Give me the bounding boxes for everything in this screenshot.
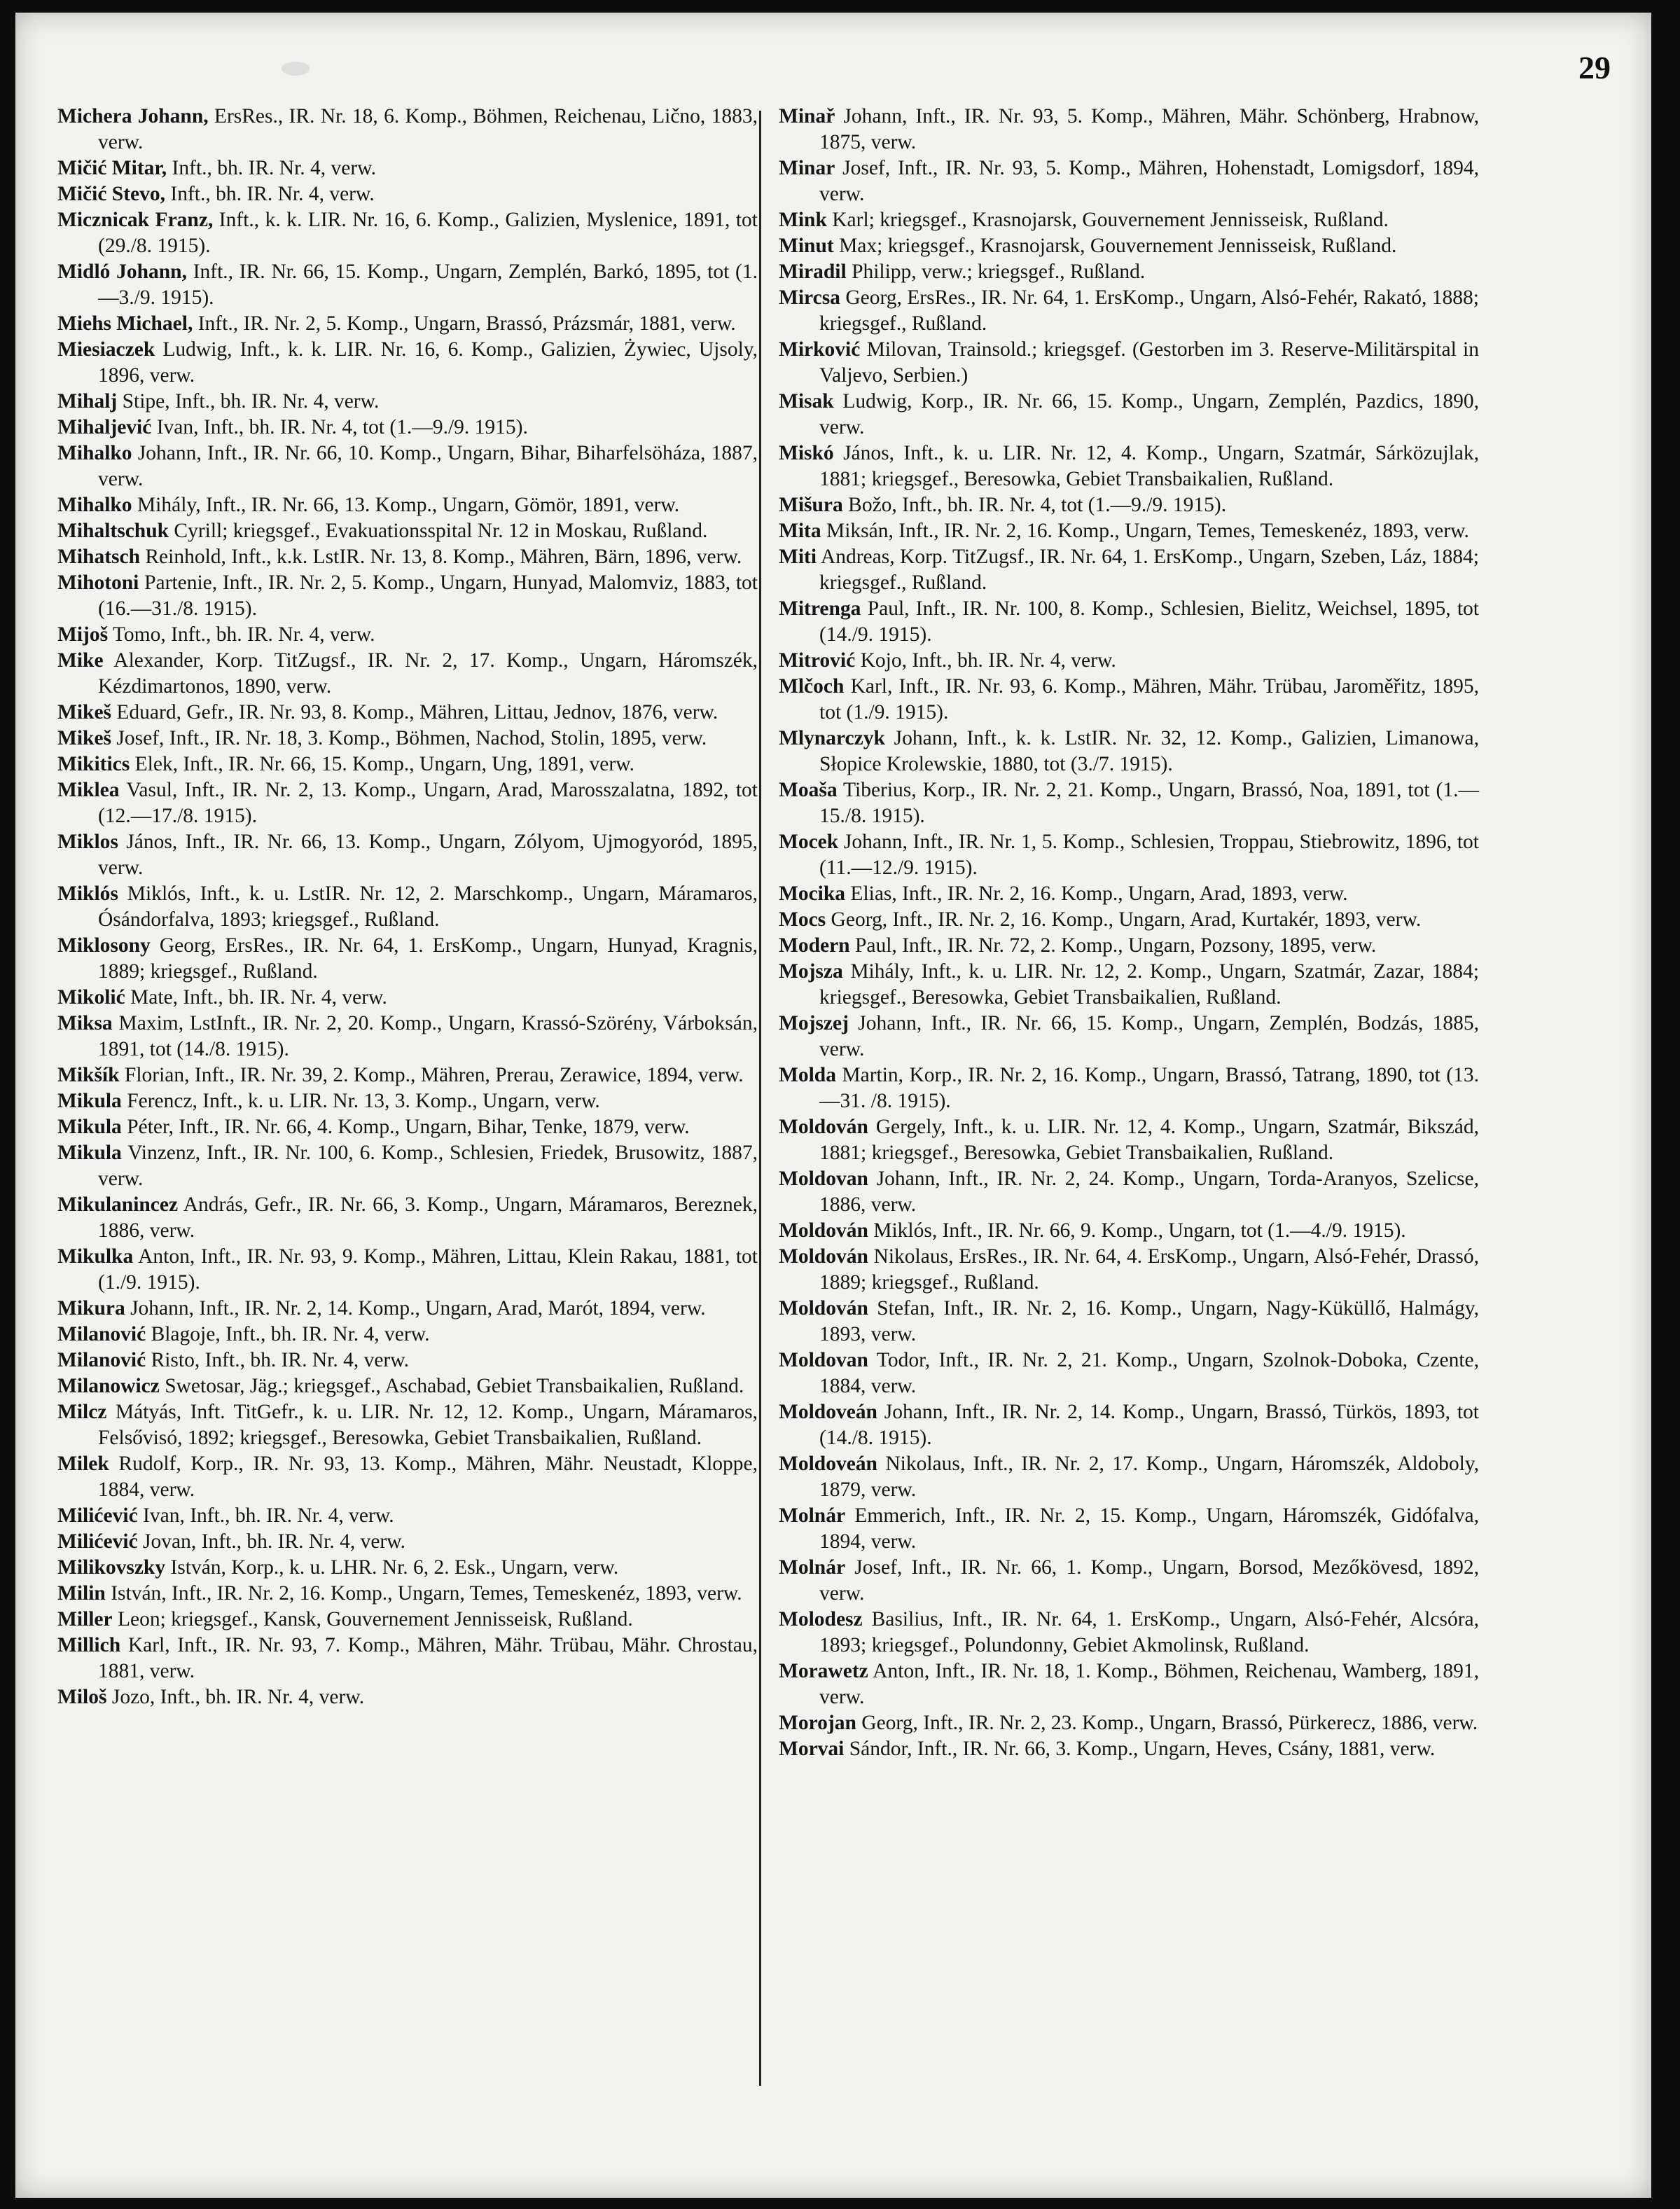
entry-surname: Minař	[779, 105, 835, 127]
entry-details: Stipe, Inft., bh. IR. Nr. 4, verw.	[117, 390, 380, 413]
register-entry	[779, 907, 1479, 933]
register-entry	[57, 829, 758, 881]
entry-details: Miksán, Inft., IR. Nr. 2, 16. Komp., Ungarn, Temes, Temeskenéz, 1893, verw.	[821, 520, 1469, 542]
register-entry	[57, 1348, 758, 1373]
entry-surname: Mihatsch	[57, 546, 140, 568]
register-entry	[57, 389, 758, 415]
register-entry	[779, 337, 1479, 389]
entry-details: Georg, Inft., IR. Nr. 2, 16. Komp., Ungarn, Arad, Kurtakér, 1893, verw.	[826, 908, 1422, 931]
register-entry	[779, 1659, 1479, 1710]
entry-surname: Midló Johann,	[57, 261, 187, 283]
entry-details: Philipp, verw.; kriegsgef., Rußland.	[846, 261, 1146, 283]
register-entry	[779, 1555, 1479, 1607]
register-entry	[779, 104, 1479, 155]
register-entry	[779, 881, 1479, 907]
entry-details: ErsRes., IR. Nr. 18, 6. Komp., Böhmen, Reichenau, Lično, 1883, verw.	[98, 105, 758, 153]
entry-surname: Milek	[57, 1453, 109, 1475]
entry-details: Vasul, Inft., IR. Nr. 2, 13. Komp., Ungarn, Arad, Marosszalatna, 1892, tot (12.—17./8. 1915).	[98, 779, 758, 827]
entry-details: Eduard, Gefr., IR. Nr. 93, 8. Komp., Mähren, Littau, Jednov, 1876, verw.	[111, 701, 718, 723]
entry-surname: Milićević	[57, 1530, 138, 1553]
entry-surname: Molnár	[779, 1556, 846, 1579]
entry-surname: Minut	[779, 235, 834, 257]
entry-surname: Mihaltschuk	[57, 520, 169, 542]
entry-details: Swetosar, Jäg.; kriegsgef., Aschabad, Gebiet Transbaikalien, Rußland.	[159, 1375, 744, 1397]
entry-details: István, Inft., IR. Nr. 2, 16. Komp., Ungarn, Temes, Temeskenéz, 1893, verw.	[105, 1582, 742, 1605]
register-entry	[779, 1296, 1479, 1348]
entry-details: Cyrill; kriegsgef., Evakuationsspital Nr. 12 in Moskau, Rußland.	[169, 520, 708, 542]
entry-details: Jovan, Inft., bh. IR. Nr. 4, verw.	[137, 1530, 406, 1553]
entry-surname: Molnár	[779, 1504, 846, 1527]
entry-details: Ludwig, Inft., k. k. LIR. Nr. 16, 6. Komp., Galizien, Żywiec, Ujsoly, 1896, verw.	[98, 338, 758, 387]
register-entry	[57, 1192, 758, 1244]
entry-surname: Miti	[779, 546, 817, 568]
register-entry	[57, 207, 758, 259]
entry-details: Ivan, Inft., bh. IR. Nr. 4, verw.	[137, 1504, 394, 1527]
entry-surname: Miloš	[57, 1686, 107, 1708]
register-entry	[57, 1088, 758, 1114]
entry-surname: Mita	[779, 520, 821, 542]
entry-surname: Mijoš	[57, 623, 109, 646]
entry-details: Inft., k. k. LIR. Nr. 16, 6. Komp., Galizien, Myslenice, 1891, tot (29./8. 1915).	[98, 209, 758, 257]
entry-surname: Mičić Stevo,	[57, 183, 165, 205]
entry-surname: Mikšík	[57, 1064, 120, 1086]
entry-details: Elias, Inft., IR. Nr. 2, 16. Komp., Ungarn, Arad, 1893, verw.	[845, 882, 1348, 905]
register-entry	[779, 233, 1479, 259]
entry-surname: Moldován	[779, 1116, 868, 1138]
register-entry	[779, 1710, 1479, 1736]
entry-details: Anton, Inft., IR. Nr. 93, 9. Komp., Mähren, Littau, Klein Rakau, 1881, tot (1./9. 1915).	[98, 1245, 758, 1294]
entry-details: Rudolf, Korp., IR. Nr. 93, 13. Komp., Mähren, Mähr. Neustadt, Kloppe, 1884, verw.	[98, 1453, 758, 1501]
entry-details: Gergely, Inft., k. u. LIR. Nr. 12, 4. Komp., Ungarn, Szatmár, Bikszád, 1881; kriegsgef., Beresowka, Gebiet Transbaikalien, Rußland.	[819, 1116, 1479, 1164]
entry-surname: Mlčoch	[779, 675, 845, 698]
entry-details: Johann, Inft., IR. Nr. 2, 14. Komp., Ungarn, Brassó, Türkös, 1893, tot (14./8. 1915).	[819, 1401, 1479, 1449]
register-entry	[57, 544, 758, 570]
register-entry	[779, 1607, 1479, 1659]
register-entry	[779, 1011, 1479, 1062]
entry-surname: Moldován	[779, 1219, 868, 1242]
entry-surname: Moldoveán	[779, 1401, 877, 1423]
register-entry	[779, 1218, 1479, 1244]
register-entry	[57, 881, 758, 933]
entry-surname: Modern	[779, 934, 850, 957]
register-entry	[779, 285, 1479, 337]
entry-surname: Milićević	[57, 1504, 138, 1527]
entry-surname: Mikulanincez	[57, 1193, 179, 1216]
entry-details: Basilius, Inft., IR. Nr. 64, 1. ErsKomp., Ungarn, Alsó-Fehér, Alcsóra, 1893; kriegsgef., Polundonny, Gebiet Akmolinsk, Rußland.	[819, 1608, 1479, 1656]
entry-surname: Mirković	[779, 338, 861, 361]
entry-surname: Milanowicz	[57, 1375, 160, 1397]
entry-details: Kojo, Inft., bh. IR. Nr. 4, verw.	[855, 649, 1116, 672]
entry-surname: Mink	[779, 209, 827, 231]
register-entry	[779, 1062, 1479, 1114]
entry-details: Georg, ErsRes., IR. Nr. 64, 1. ErsKomp., Ungarn, Alsó-Fehér, Rakató, 1888; kriegsgef., Rußland.	[819, 286, 1479, 335]
register-entry	[779, 1348, 1479, 1399]
register-entry	[57, 518, 758, 544]
entry-surname: Milin	[57, 1582, 106, 1605]
entry-surname: Mikula	[57, 1142, 122, 1164]
right-column	[779, 104, 1479, 1762]
entry-surname: Mlynarczyk	[779, 727, 885, 749]
register-entry	[779, 441, 1479, 492]
entry-surname: Mojsza	[779, 960, 843, 983]
entry-details: Reinhold, Inft., k.k. LstIR. Nr. 13, 8. Komp., Mähren, Bärn, 1896, verw.	[140, 546, 742, 568]
entry-details: Miklós, Inft., k. u. LstIR. Nr. 12, 2. Marschkomp., Ungarn, Máramaros, Ósándorfalva, 1893; kriegsgef., Rußland.	[98, 882, 758, 931]
entry-details: Leon; kriegsgef., Kansk, Gouvernement Jennisseisk, Rußland.	[112, 1608, 633, 1630]
register-entry	[779, 648, 1479, 674]
entry-details: Josef, Inft., IR. Nr. 18, 3. Komp., Böhmen, Nachod, Stolin, 1895, verw.	[111, 727, 707, 749]
entry-surname: Moldoveán	[779, 1453, 877, 1475]
entry-surname: Mikeš	[57, 701, 112, 723]
entry-surname: Miklós	[57, 882, 118, 905]
entry-details: Max; kriegsgef., Krasnojarsk, Gouvernement Jennisseisk, Rußland.	[833, 235, 1397, 257]
register-entry	[57, 492, 758, 518]
entry-details: István, Korp., k. u. LHR. Nr. 6, 2. Esk., Ungarn, verw.	[165, 1556, 619, 1579]
entry-details: Miklós, Inft., IR. Nr. 66, 9. Komp., Ungarn, tot (1.—4./9. 1915).	[868, 1219, 1406, 1242]
register-entry	[779, 1399, 1479, 1451]
entry-details: Tiberius, Korp., IR. Nr. 2, 21. Komp., Ungarn, Brassó, Noa, 1891, tot (1.—15./8. 1915).	[819, 779, 1479, 827]
register-entry	[57, 1555, 758, 1581]
entry-surname: Mitrenga	[779, 597, 861, 620]
entry-details: Ferencz, Inft., k. u. LIR. Nr. 13, 3. Komp., Ungarn, verw.	[121, 1090, 600, 1112]
entry-surname: Miller	[57, 1608, 113, 1630]
register-entry	[57, 1399, 758, 1451]
entry-surname: Miklos	[57, 831, 118, 853]
register-entry	[779, 674, 1479, 726]
entry-details: Péter, Inft., IR. Nr. 66, 4. Komp., Ungarn, Bihar, Tenke, 1879, verw.	[121, 1116, 690, 1138]
register-entry	[779, 1503, 1479, 1555]
register-entry	[57, 777, 758, 829]
register-entry	[57, 415, 758, 441]
entry-surname: Milcz	[57, 1401, 107, 1423]
entry-surname: Mojszej	[779, 1012, 849, 1034]
register-entry	[779, 544, 1479, 596]
entry-surname: Millich	[57, 1634, 121, 1656]
entry-surname: Mihaljević	[57, 416, 152, 438]
entry-details: Mate, Inft., bh. IR. Nr. 4, verw.	[125, 986, 387, 1009]
entry-details: Johann, Inft., IR. Nr. 1, 5. Komp., Schlesien, Troppau, Stiebrowitz, 1896, tot (11.—12./9. 1915).	[819, 831, 1479, 879]
entry-surname: Mihotoni	[57, 572, 139, 594]
entry-surname: Moldován	[779, 1245, 868, 1268]
entry-details: Johann, Inft., IR. Nr. 2, 24. Komp., Ungarn, Torda-Aranyos, Szelicse, 1886, verw.	[819, 1168, 1479, 1216]
entry-details: Vinzenz, Inft., IR. Nr. 100, 6. Komp., Schlesien, Friedek, Brusowitz, 1887, verw.	[98, 1142, 758, 1190]
entry-details: Alexander, Korp. TitZugsf., IR. Nr. 2, 17. Komp., Ungarn, Háromszék, Kézdimartonos, 1890, verw.	[98, 649, 758, 698]
entry-details: Paul, Inft., IR. Nr. 100, 8. Komp., Schlesien, Bielitz, Weichsel, 1895, tot (14./9. 1915).	[819, 597, 1479, 646]
register-entry	[779, 1114, 1479, 1166]
entry-surname: Morojan	[779, 1712, 856, 1734]
entry-surname: Molda	[779, 1064, 836, 1086]
register-entry	[779, 596, 1479, 648]
register-entry	[57, 1011, 758, 1062]
register-entry	[57, 985, 758, 1011]
entry-surname: Mitrović	[779, 649, 856, 672]
paper-smudge	[282, 62, 310, 76]
register-entry	[779, 933, 1479, 959]
column-divider	[759, 111, 761, 2086]
entry-surname: Molodesz	[779, 1608, 863, 1630]
entry-surname: Miradil	[779, 261, 847, 283]
entry-details: Georg, ErsRes., IR. Nr. 64, 1. ErsKomp., Ungarn, Hunyad, Kragnis, 1889; kriegsgef., Rußland.	[98, 934, 758, 983]
entry-details: Mihály, Inft., IR. Nr. 66, 13. Komp., Ungarn, Gömör, 1891, verw.	[132, 494, 680, 516]
entry-details: Inft., IR. Nr. 2, 5. Komp., Ungarn, Brassó, Prázsmár, 1881, verw.	[193, 312, 736, 335]
entry-details: Sándor, Inft., IR. Nr. 66, 3. Komp., Ungarn, Heves, Csány, 1881, verw.	[844, 1738, 1436, 1760]
entry-surname: Miklea	[57, 779, 120, 801]
entry-surname: Mikolić	[57, 986, 125, 1009]
entry-details: Josef, Inft., IR. Nr. 93, 5. Komp., Mähren, Hohenstadt, Lomigsdorf, 1894, verw.	[819, 157, 1479, 205]
entry-details: Jozo, Inft., bh. IR. Nr. 4, verw.	[106, 1686, 365, 1708]
entry-surname: Mikeš	[57, 727, 112, 749]
entry-surname: Mikula	[57, 1116, 122, 1138]
entry-details: András, Gefr., IR. Nr. 66, 3. Komp., Ungarn, Máramaros, Bereznek, 1886, verw.	[98, 1193, 758, 1242]
entry-details: Georg, Inft., IR. Nr. 2, 23. Komp., Ungarn, Brassó, Pürkerecz, 1886, verw.	[856, 1712, 1478, 1734]
entry-surname: Mihalko	[57, 442, 132, 464]
entry-details: Karl, Inft., IR. Nr. 93, 7. Komp., Mähren, Mähr. Trübau, Mähr. Chrostau, 1881, verw.	[98, 1634, 758, 1682]
register-entry	[779, 492, 1479, 518]
entry-surname: Mikulka	[57, 1245, 134, 1268]
entry-details: Milovan, Trainsold.; kriegsgef. (Gestorben im 3. Reserve-Militärspital in Valjevo, Serbien.)	[819, 338, 1479, 387]
entry-surname: Mocs	[779, 908, 826, 931]
entry-surname: Mikura	[57, 1297, 125, 1320]
entry-details: Maxim, LstInft., IR. Nr. 2, 20. Komp., Ungarn, Krassó-Szörény, Várboksán, 1891, tot (14./8. 1915).	[98, 1012, 758, 1060]
entry-details: Johann, Inft., IR. Nr. 66, 10. Komp., Ungarn, Bihar, Biharfelsöháza, 1887, verw.	[98, 442, 758, 490]
register-entry	[57, 1607, 758, 1633]
register-entry	[57, 311, 758, 337]
register-entry	[779, 1736, 1479, 1762]
entry-details: János, Inft., k. u. LIR. Nr. 12, 4. Komp., Ungarn, Szatmár, Sárközujlak, 1881; kriegsgef., Beresowka, Gebiet Transbaikalien, Rußland.	[819, 442, 1479, 490]
register-entry	[779, 389, 1479, 441]
register-entry	[779, 777, 1479, 829]
entry-details: Risto, Inft., bh. IR. Nr. 4, verw.	[146, 1349, 410, 1371]
entry-details: Andreas, Korp. TitZugsf., IR. Nr. 64, 1. ErsKomp., Ungarn, Szeben, Láz, 1884; kriegsgef., Rußland.	[817, 546, 1479, 594]
entry-surname: Milanović	[57, 1323, 146, 1345]
entry-details: Karl; kriegsgef., Krasnojarsk, Gouvernement Jennisseisk, Rußland.	[826, 209, 1389, 231]
entry-surname: Milikovszky	[57, 1556, 166, 1579]
entry-surname: Mičić Mitar,	[57, 157, 167, 179]
left-column	[57, 104, 758, 1710]
entry-details: Blagoje, Inft., bh. IR. Nr. 4, verw.	[146, 1323, 430, 1345]
register-entry	[57, 1581, 758, 1607]
register-entry	[57, 259, 758, 311]
entry-details: Mihály, Inft., k. u. LIR. Nr. 12, 2. Komp., Ungarn, Szatmár, Zazar, 1884; kriegsgef., Beresowka, Gebiet Transbaikalien, Rußland.	[819, 960, 1479, 1009]
register-entry	[57, 1296, 758, 1322]
register-entry	[57, 1114, 758, 1140]
register-entry	[57, 726, 758, 752]
register-entry	[779, 259, 1479, 285]
entry-details: Nikolaus, Inft., IR. Nr. 2, 17. Komp., Ungarn, Háromszék, Aldoboly, 1879, verw.	[819, 1453, 1479, 1501]
register-entry	[779, 1451, 1479, 1503]
entry-details: Johann, Inft., IR. Nr. 93, 5. Komp., Mähren, Mähr. Schönberg, Hrabnow, 1875, verw.	[819, 105, 1479, 153]
entry-details: Ivan, Inft., bh. IR. Nr. 4, tot (1.—9./9. 1915).	[151, 416, 528, 438]
entry-details: Ludwig, Korp., IR. Nr. 66, 15. Komp., Ungarn, Zemplén, Pazdics, 1890, verw.	[819, 390, 1479, 438]
register-entry	[57, 155, 758, 181]
entry-details: Elek, Inft., IR. Nr. 66, 15. Komp., Ungarn, Ung, 1891, verw.	[130, 753, 634, 775]
entry-details: Karl, Inft., IR. Nr. 93, 6. Komp., Mähren, Mähr. Trübau, Jaroměřitz, 1895, tot (1./9. 1915).	[819, 675, 1479, 723]
entry-surname: Mircsa	[779, 286, 840, 309]
document-page	[15, 13, 1651, 2198]
entry-details: Johann, Inft., IR. Nr. 2, 14. Komp., Ungarn, Arad, Marót, 1894, verw.	[125, 1297, 706, 1320]
entry-surname: Mikula	[57, 1090, 122, 1112]
register-entry	[57, 752, 758, 777]
register-entry	[57, 700, 758, 726]
entry-details: Emmerich, Inft., IR. Nr. 2, 15. Komp., Ungarn, Háromszék, Gidófalva, 1894, verw.	[819, 1504, 1479, 1553]
register-entry	[779, 829, 1479, 881]
register-entry	[57, 1322, 758, 1348]
entry-surname: Miesiaczek	[57, 338, 155, 361]
entry-surname: Moldován	[779, 1297, 868, 1320]
entry-details: Nikolaus, ErsRes., IR. Nr. 64, 4. ErsKomp., Ungarn, Alsó-Fehér, Drassó, 1889; kriegsgef., Rußland.	[819, 1245, 1479, 1294]
register-entry	[57, 648, 758, 700]
register-entry	[779, 1166, 1479, 1218]
entry-details: Martin, Korp., IR. Nr. 2, 16. Komp., Ungarn, Brassó, Tatrang, 1890, tot (13.—31. /8. 1915).	[819, 1064, 1479, 1112]
register-entry	[779, 207, 1479, 233]
register-entry	[57, 441, 758, 492]
register-entry	[57, 1633, 758, 1684]
register-entry	[57, 1062, 758, 1088]
register-entry	[779, 1244, 1479, 1296]
register-entry	[57, 933, 758, 985]
entry-surname: Mikitics	[57, 753, 130, 775]
entry-surname: Morvai	[779, 1738, 845, 1760]
entry-surname: Micznicak Franz,	[57, 209, 214, 231]
entry-details: Mátyás, Inft. TitGefr., k. u. LIR. Nr. 12, 12. Komp., Ungarn, Máramaros, Felsővisó, 1892; kriegsgef., Beresowka, Gebiet Transbaikalien, Rußland.	[98, 1401, 758, 1449]
entry-surname: Mihalj	[57, 390, 118, 413]
entry-details: Paul, Inft., IR. Nr. 72, 2. Komp., Ungarn, Pozsony, 1895, verw.	[849, 934, 1377, 957]
entry-details: Inft., bh. IR. Nr. 4, verw.	[167, 157, 376, 179]
entry-details: Johann, Inft., IR. Nr. 66, 15. Komp., Ungarn, Zemplén, Bodzás, 1885, verw.	[819, 1012, 1479, 1060]
entry-surname: Miksa	[57, 1012, 113, 1034]
register-entry	[57, 337, 758, 389]
entry-details: Inft., IR. Nr. 66, 15. Komp., Ungarn, Zemplén, Barkó, 1895, tot (1.—3./9. 1915).	[98, 261, 758, 309]
entry-details: Stefan, Inft., IR. Nr. 2, 16. Komp., Ungarn, Nagy-Küküllő, Halmágy, 1893, verw.	[819, 1297, 1479, 1345]
entry-details: Florian, Inft., IR. Nr. 39, 2. Komp., Mähren, Prerau, Zerawice, 1894, verw.	[119, 1064, 744, 1086]
register-entry	[779, 959, 1479, 1011]
entry-details: Partenie, Inft., IR. Nr. 2, 5. Komp., Ungarn, Hunyad, Malomviz, 1883, tot (16.—31./8. 1915).	[98, 572, 758, 620]
entry-details: Anton, Inft., IR. Nr. 18, 1. Komp., Böhmen, Reichenau, Wamberg, 1891, verw.	[819, 1660, 1479, 1708]
entry-surname: Michera Johann,	[57, 105, 209, 127]
register-entry	[779, 726, 1479, 777]
entry-surname: Mike	[57, 649, 104, 672]
entry-surname: Mocika	[779, 882, 846, 905]
register-entry	[57, 1684, 758, 1710]
entry-surname: Milanović	[57, 1349, 146, 1371]
entry-surname: Miskó	[779, 442, 834, 464]
register-entry	[57, 104, 758, 155]
entry-surname: Miehs Michael,	[57, 312, 193, 335]
entry-surname: Mocek	[779, 831, 839, 853]
register-entry	[57, 622, 758, 648]
entry-surname: Minar	[779, 157, 835, 179]
register-entry	[57, 1529, 758, 1555]
register-entry	[57, 181, 758, 207]
register-entry	[779, 155, 1479, 207]
entry-details: Božo, Inft., bh. IR. Nr. 4, tot (1.—9./9. 1915).	[842, 494, 1227, 516]
entry-surname: Moldovan	[779, 1349, 868, 1371]
entry-surname: Moldovan	[779, 1168, 868, 1190]
entry-details: Todor, Inft., IR. Nr. 2, 21. Komp., Ungarn, Szolnok-Doboka, Czente, 1884, verw.	[819, 1349, 1479, 1397]
page-number: 29	[1578, 50, 1611, 85]
register-entry	[57, 1373, 758, 1399]
entry-surname: Mišura	[779, 494, 843, 516]
entry-surname: Morawetz	[779, 1660, 868, 1682]
register-entry	[779, 518, 1479, 544]
entry-surname: Misak	[779, 390, 834, 413]
register-entry	[57, 1244, 758, 1296]
entry-surname: Miklosony	[57, 934, 151, 957]
register-entry	[57, 1503, 758, 1529]
register-entry	[57, 1451, 758, 1503]
entry-details: Josef, Inft., IR. Nr. 66, 1. Komp., Ungarn, Borsod, Mezőkövesd, 1892, verw.	[819, 1556, 1479, 1605]
register-entry	[57, 570, 758, 622]
entry-details: Tomo, Inft., bh. IR. Nr. 4, verw.	[108, 623, 375, 646]
entry-surname: Moaša	[779, 779, 838, 801]
entry-details: Johann, Inft., k. k. LstIR. Nr. 32, 12. Komp., Galizien, Limanowa, Słopice Krolewskie, 1880, tot (3./7. 1915).	[819, 727, 1479, 775]
entry-details: Inft., bh. IR. Nr. 4, verw.	[165, 183, 375, 205]
entry-details: János, Inft., IR. Nr. 66, 13. Komp., Ungarn, Zólyom, Ujmogyoród, 1895, verw.	[98, 831, 758, 879]
register-entry	[57, 1140, 758, 1192]
entry-surname: Mihalko	[57, 494, 132, 516]
